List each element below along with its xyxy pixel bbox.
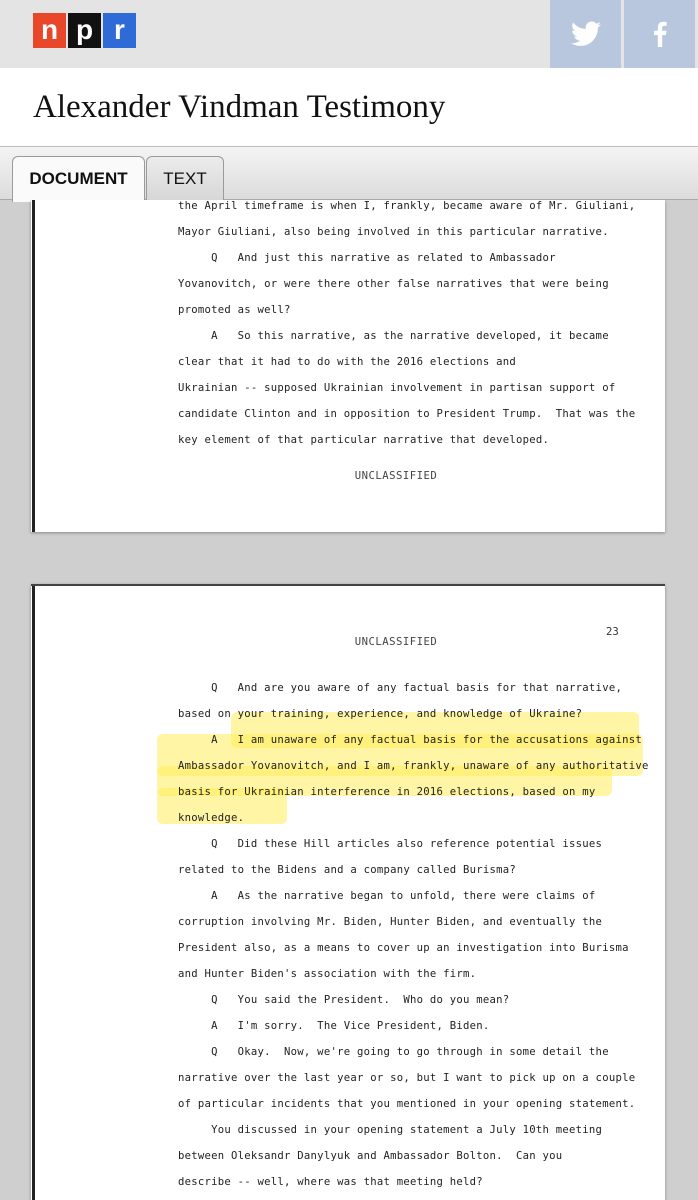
text-line: promoted as well?	[178, 304, 291, 316]
twitter-icon	[571, 21, 601, 47]
text-line: key element of that particular narrative that developed.	[178, 434, 550, 446]
npr-logo[interactable]	[33, 13, 138, 48]
text-line: and Hunter Biden's association with the firm.	[178, 968, 477, 980]
document-page-22	[31, 200, 665, 532]
facebook-icon	[653, 21, 667, 47]
text-line: basis for Ukrainian interference in 2016 elections, based on my	[178, 786, 596, 798]
text-line: narrative over the last year or so, but I want to pick up on a couple	[178, 1072, 636, 1084]
text-line: Ambassador Yovanovitch, and I am, frankly, unaware of any authoritative	[178, 760, 649, 772]
viewer-tab-bar	[0, 146, 698, 200]
text-line: Ukrainian -- supposed Ukrainian involvement in partisan support of	[178, 382, 616, 394]
text-line: the April timeframe is when I, frankly, became aware of Mr. Giuliani,	[178, 200, 636, 212]
text-line: related to the Bidens and a company called Burisma?	[178, 864, 517, 876]
logo-letter-p: p	[68, 13, 101, 48]
text-line: based on your training, experience, and knowledge of Ukraine?	[178, 708, 583, 720]
logo-letter-r: r	[103, 13, 136, 48]
document-page-23	[31, 584, 665, 1200]
text-line: candidate Clinton and in opposition to President Trump. That was the	[178, 408, 636, 420]
page-number: 23	[606, 626, 619, 638]
unclassified-header: UNCLASSIFIED	[354, 636, 438, 648]
page-title: Alexander Vindman Testimony	[33, 89, 446, 125]
text-line: Q And are you aware of any factual basis for that narrative,	[178, 682, 623, 694]
text-line: Yovanovitch, or were there other false narratives that were being	[178, 278, 609, 290]
document-scroll-area[interactable]	[0, 200, 698, 1200]
text-line: between Oleksandr Danylyuk and Ambassador Bolton. Can you	[178, 1150, 563, 1162]
title-bar	[0, 68, 698, 146]
text-line: Mayor Giuliani, also being involved in this particular narrative.	[178, 226, 609, 238]
logo-letter-n: n	[33, 13, 66, 48]
text-line: A I'm sorry. The Vice President, Biden.	[178, 1020, 490, 1032]
facebook-share-button[interactable]	[624, 0, 695, 68]
text-line: knowledge.	[178, 812, 245, 824]
text-line: corruption involving Mr. Biden, Hunter Biden, and eventually the	[178, 916, 603, 928]
text-line: Q You said the President. Who do you mean?	[178, 994, 510, 1006]
text-line: clear that it had to do with the 2016 elections and	[178, 356, 517, 368]
unclassified-footer: UNCLASSIFIED	[354, 470, 438, 482]
text-line: A As the narrative began to unfold, there were claims of	[178, 890, 596, 902]
header-bar	[0, 0, 698, 68]
text-line: Q Did these Hill articles also reference potential issues	[178, 838, 603, 850]
text-line: Q And just this narrative as related to Ambassador	[178, 252, 556, 264]
tab-document[interactable]: DOCUMENT	[12, 156, 145, 202]
text-line: President also, as a means to cover up an investigation into Burisma	[178, 942, 629, 954]
document-viewer	[0, 146, 698, 1200]
text-line: A I am unaware of any factual basis for the accusations against	[178, 734, 642, 746]
text-line: You discussed in your opening statement a July 10th meeting	[178, 1124, 603, 1136]
text-line: describe -- well, where was that meeting held?	[178, 1176, 483, 1188]
twitter-share-button[interactable]	[550, 0, 621, 68]
text-line: Q Okay. Now, we're going to go through in some detail the	[178, 1046, 609, 1058]
text-line: of particular incidents that you mentioned in your opening statement.	[178, 1098, 636, 1110]
tab-text[interactable]: TEXT	[146, 156, 224, 201]
text-line: A So this narrative, as the narrative developed, it became	[178, 330, 609, 342]
